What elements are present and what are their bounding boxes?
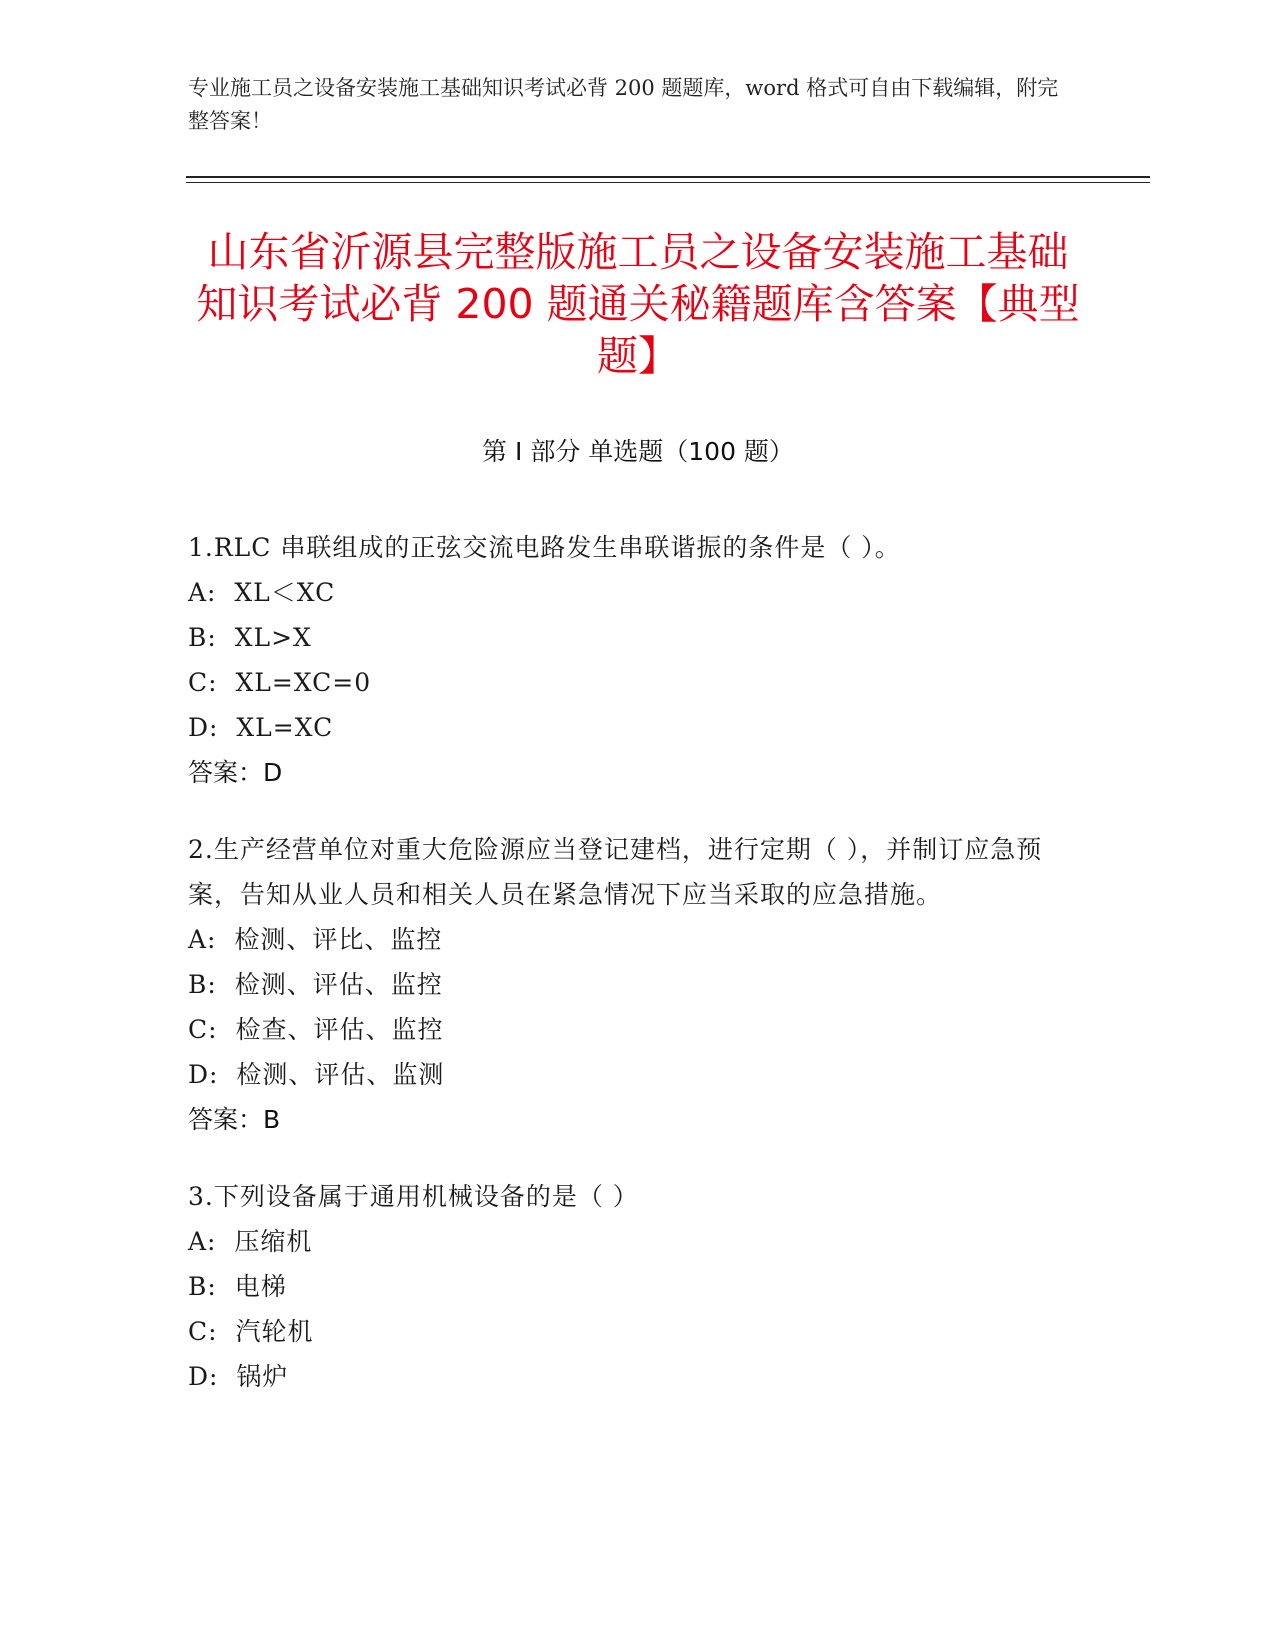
header-rule-thin	[186, 182, 1150, 183]
answer-label: 答案：B	[188, 1105, 281, 1134]
option-a: A: 压缩机	[188, 1227, 313, 1256]
document-title: 山东省沂源县完整版施工员之设备安装施工基础知识考试必背 200 题通关秘籍题库含答案【典型题】	[196, 228, 1080, 380]
answer-label: 答案：D	[188, 758, 283, 787]
question-list	[188, 525, 1068, 1431]
option-c: C: XL=XC=0	[188, 668, 372, 697]
question-stem: 3.下列设备属于通用机械设备的是（ ）	[188, 1182, 639, 1211]
header-note: 专业施工员之设备安装施工基础知识考试必背 200 题题库，word 格式可自由下载编辑，附完整答案！	[188, 76, 1059, 133]
option-a: A: 检测、评比、监控	[188, 925, 443, 954]
section-heading: 第 I 部分 单选题（100 题）	[482, 437, 794, 466]
option-b: B: 电梯	[188, 1272, 287, 1301]
option-c: C: 检查、评估、监控	[188, 1015, 444, 1044]
option-d: D: XL=XC	[188, 713, 334, 742]
option-c: C: 汽轮机	[188, 1317, 314, 1346]
question-stem: 2.生产经营单位对重大危险源应当登记建档，进行定期（ ），并制订应急预案，告知从业人员和相关人员在紧急情况下应当采取的应急措施。	[188, 835, 1043, 909]
option-d: D: 检测、评估、监测	[188, 1060, 445, 1089]
question-stem: 1.RLC 串联组成的正弦交流电路发生串联谐振的条件是（ ）。	[188, 533, 901, 562]
option-b: B: 检测、评估、监控	[188, 970, 443, 999]
header-rule-thick	[186, 176, 1150, 178]
question-1	[188, 525, 1068, 795]
question-2	[188, 827, 1068, 1142]
option-b: B: XL>X	[188, 623, 312, 652]
question-3	[188, 1174, 1068, 1399]
option-d: D: 锅炉	[188, 1362, 289, 1391]
option-a: A: XL＜XC	[188, 578, 336, 607]
